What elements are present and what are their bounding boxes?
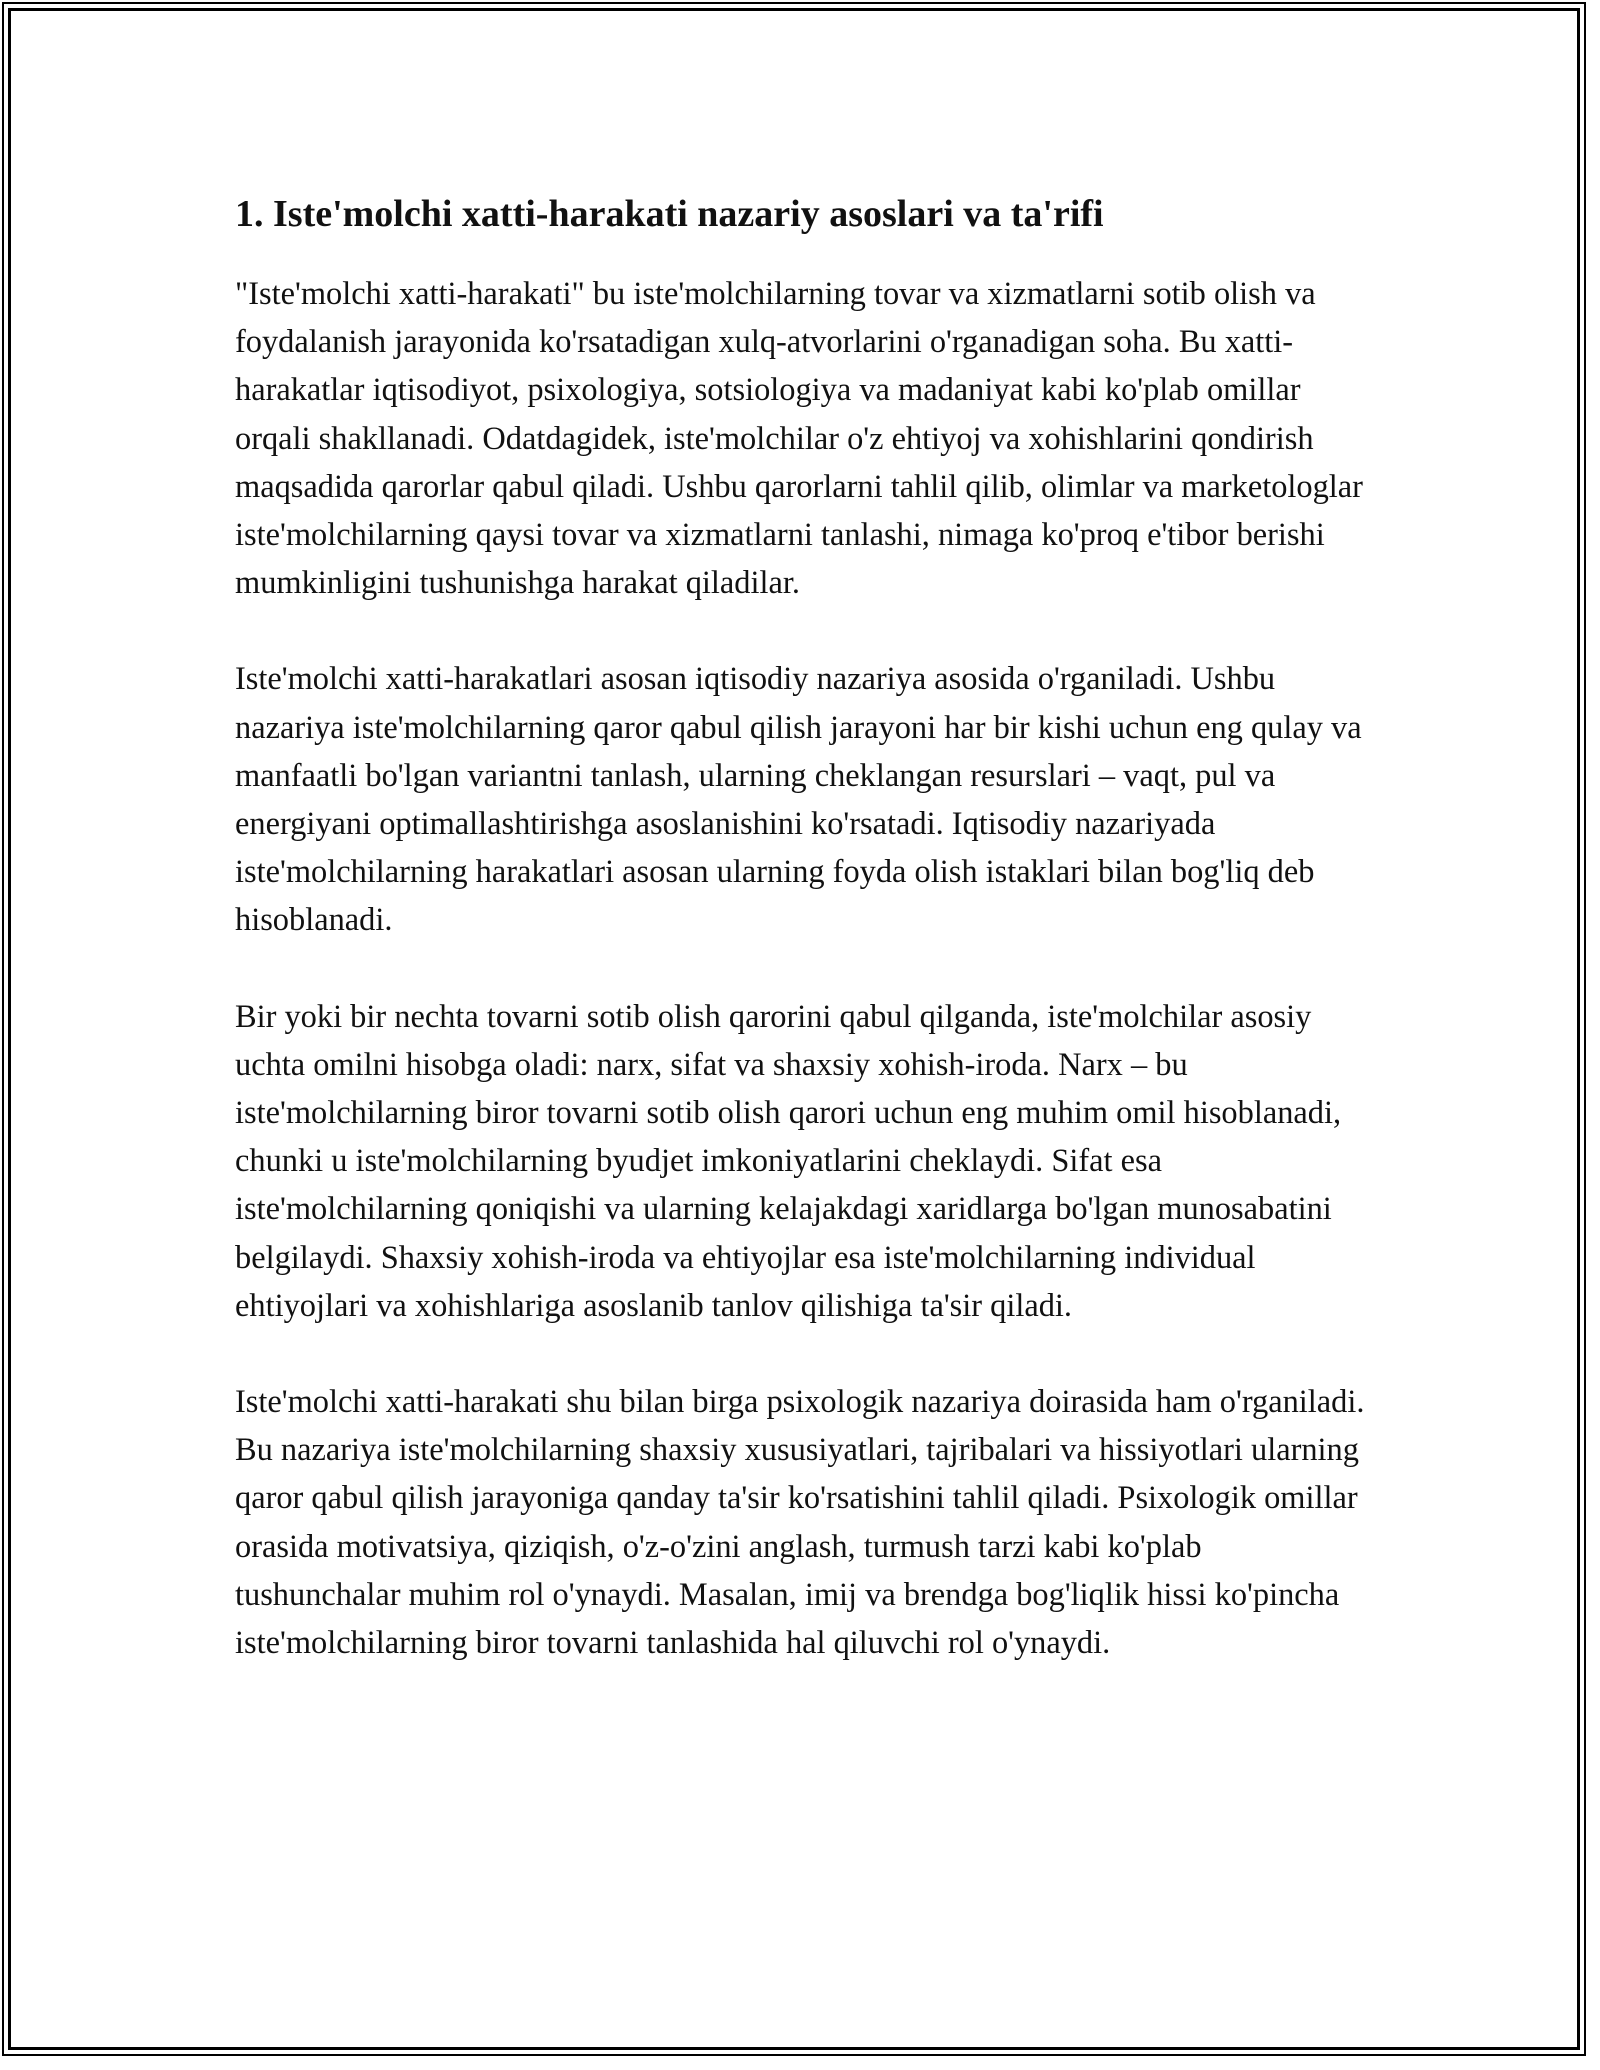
paragraph-4: Iste'molchi xatti-harakati shu bilan birga psixologik nazariya doirasida ham o'rganiladi. Bu nazariya iste'molchilarning shaxsiy xususiyatlari, tajribalari va hissiyotlari ularning qaror qabul qilish jarayoniga qanday ta'sir ko'rsatishini tahlil qiladi. Psixologik omillar orasida motivatsiya, qiziqish, o'z-o'zini anglash, turmush tarzi kabi ko'plab tushunchalar muhim rol o'ynaydi. Masalan, imij va brendga bog'liqlik hissi ko'pincha iste'molchilarning biror tovarni tanlashida hal qiluvchi rol o'ynaydi. [235, 1384, 1365, 1662]
paragraph-3: Bir yoki bir nechta tovarni sotib olish qarorini qabul qilganda, iste'molchilar asosiy uchta omilni hisobga oladi: narx, sifat va shaxsiy xohish-iroda. Narx – bu iste'molchilarning biror tovarni sotib olish qarori uchun eng muhim omil hisoblanadi, chunki u iste'molchilarning byudjet imkoniyatlarini cheklaydi. Sifat esa iste'molchilarning qoniqishi va ularning kelajakdagi xaridlarga bo'lgan munosabatini belgilaydi. Shaxsiy xohish-iroda va ehtiyojlar esa iste'molchilarning individual ehtiyojlari va xohishlariga asoslanib tanlov qilishiga ta'sir qiladi. [235, 998, 1342, 1324]
section-title: 1. Iste'molchi xatti-harakati nazariy asoslari va ta'rifi [235, 193, 1104, 235]
document-body [235, 188, 1365, 1715]
paragraph-2: Iste'molchi xatti-harakatlari asosan iqtisodiy nazariya asosida o'rganiladi. Ushbu nazariya iste'molchilarning qaror qabul qilish jarayoni har bir kishi uchun eng qulay va manfaatli bo'lgan variantni tanlash, ularning cheklangan resurslari – vaqt, pul va energiyani optimallashtirishga asoslanishini ko'rsatadi. Iqtisodiy nazariyada iste'molchilarning harakatlari asosan ularning foyda olish istaklari bilan bog'liq deb hisoblanadi. [235, 661, 1362, 939]
paragraph-1: "Iste'molchi xatti-harakati" bu iste'molchilarning tovar va xizmatlarni sotib olish va foydalanish jarayonida ko'rsatadigan xulq-atvorlarini o'rganadigan soha. Bu xatti-harakatlar iqtisodiyot, psixologiya, sotsiologiya va madaniyat kabi ko'plab omillar orqali shakllanadi. Odatdagidek, iste'molchilar o'z ehtiyoj va xohishlarini qondirish maqsadida qarorlar qabul qiladi. Ushbu qarorlarni tahlil qilib, olimlar va marketologlar iste'molchilarning qaysi tovar va xizmatlarni tanlashi, nimaga ko'proq e'tibor berishi mumkinligini tushunishga harakat qiladilar. [235, 276, 1363, 602]
